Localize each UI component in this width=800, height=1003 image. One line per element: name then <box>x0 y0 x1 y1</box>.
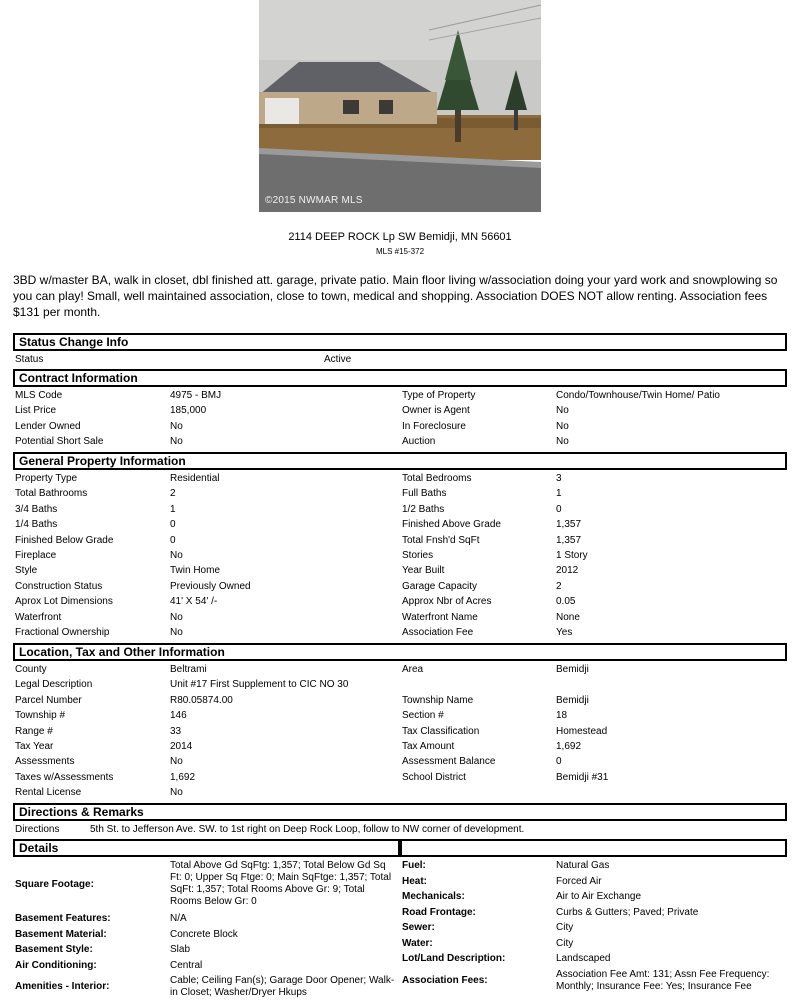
location-field-value: No <box>170 756 183 768</box>
general-field-label: Association Fee <box>402 627 474 638</box>
contract-field-label: In Foreclosure <box>402 420 466 432</box>
location-field-label: Parcel Number <box>15 694 82 706</box>
general-field-label: Garage Capacity <box>402 580 478 592</box>
contract-field-label: Potential Short Sale <box>15 436 104 448</box>
house-photo-illustration <box>259 0 541 212</box>
general-field-value: 2 <box>170 488 176 500</box>
general-field-value: Yes <box>556 627 573 638</box>
directions-label: Directions <box>15 824 60 835</box>
contract-field-value: No <box>556 436 569 448</box>
location-field-label: Assessments <box>15 756 75 768</box>
details-label: Mechanicals: <box>402 891 465 902</box>
location-field-value: 33 <box>170 725 182 737</box>
details-label: Amenities - Interior: <box>15 981 110 992</box>
location-field-label: Township Name <box>402 694 474 706</box>
general-field-value: 1 <box>170 503 176 515</box>
location-field-label: Section # <box>402 710 444 722</box>
general-field-value: Residential <box>170 473 220 484</box>
general-field-label: Style <box>15 565 38 577</box>
location-field-label: Assessment Balance <box>402 756 496 768</box>
location-field-label: Tax Classification <box>402 725 480 737</box>
details-value: Slab <box>170 944 191 955</box>
general-field-label: Year Built <box>402 565 445 577</box>
general-field-label: Finished Above Grade <box>402 519 501 531</box>
details-label: Square Footage: <box>15 879 94 890</box>
location-field-value: Homestead <box>556 725 608 737</box>
location-field-value: 18 <box>556 710 568 722</box>
contract-field-value: 4975 - BMJ <box>170 390 222 401</box>
location-field-label: Tax Year <box>15 741 54 752</box>
location-field-label: Range # <box>15 725 53 737</box>
details-label: Sewer: <box>402 922 435 933</box>
location-field-value: Bemidji <box>556 664 589 675</box>
general-field-value: Previously Owned <box>170 580 251 592</box>
general-field-value: 2012 <box>556 565 579 577</box>
location-field-value: 1,692 <box>170 771 196 783</box>
details-value: City <box>556 922 574 933</box>
contract-field-value: 185,000 <box>170 405 207 417</box>
contract-field-label: Lender Owned <box>15 420 81 432</box>
location-field-value: 0 <box>556 756 562 768</box>
general-field-label: Full Baths <box>402 488 447 500</box>
details-label: Basement Features: <box>15 913 111 924</box>
general-field-label: 1/4 Baths <box>15 519 58 531</box>
location-field-value: 1,692 <box>556 741 582 752</box>
section-header-general: General Property Information <box>13 452 787 470</box>
general-field-value: 1,357 <box>556 519 582 531</box>
details-value: Concrete Block <box>170 929 238 940</box>
contract-field-value: No <box>556 420 569 432</box>
details-value: Air to Air Exchange <box>556 891 642 902</box>
details-label: Fuel: <box>402 860 426 871</box>
section-header-details-right <box>400 839 787 857</box>
general-field-value: No <box>170 611 183 623</box>
location-field-label: County <box>15 664 47 675</box>
general-field-label: 1/2 Baths <box>402 503 445 515</box>
details-value: Cable; Ceiling Fan(s); Garage Door Opener; Walk-in Closet; Washer/Dryer Hkups <box>170 975 395 998</box>
listing-remarks: 3BD w/master BA, walk in closet, dbl finished att. garage, private patio. Main floor living w/association doing your yard work and snowplowing so you can play! Small, well maintained association, close to town, medical and shopping. Association DOES NOT allow renting. Association fees $131 per month. <box>13 273 778 319</box>
contract-field-value: No <box>170 420 183 432</box>
general-field-value: None <box>556 611 580 623</box>
general-field-value: 1 <box>556 488 562 500</box>
contract-field-label: Owner is Agent <box>402 405 470 417</box>
general-field-value: 2 <box>556 580 562 592</box>
general-field-label: Stories <box>402 550 434 561</box>
details-value: Landscaped <box>556 953 611 964</box>
details-label: Basement Material: <box>15 929 107 940</box>
details-label: Basement Style: <box>15 944 93 955</box>
general-field-label: Approx Nbr of Acres <box>402 596 492 608</box>
details-value: Association Fee Amt: 131; Assn Fee Frequency: Monthly; Insurance Fee: Yes; Insurance Fee <box>556 969 770 992</box>
details-label: Road Frontage: <box>402 907 476 918</box>
details-value: Curbs & Gutters; Paved; Private <box>556 907 699 918</box>
details-value: Total Above Gd SqFtg: 1,357; Total Below Gd Sq Ft: 0; Upper Sq Ftge: 0; Main SqFtge: 1,357; Total SqFt: 1,357; Total Rooms Above Gr: 9; Total Rooms Below Gr: 0 <box>170 860 392 907</box>
location-field-label: Legal Description <box>15 679 93 691</box>
section-header-location: Location, Tax and Other Information <box>13 643 787 661</box>
details-value: Central <box>170 960 203 971</box>
listing-address: 2114 DEEP ROCK Lp SW Bemidji, MN 56601 <box>288 231 512 243</box>
general-field-label: Total Bathrooms <box>15 488 88 500</box>
general-field-label: Waterfront Name <box>402 611 478 623</box>
location-field-label: Tax Amount <box>402 741 455 752</box>
location-field-label: Rental License <box>15 787 82 799</box>
general-field-value: No <box>170 550 183 561</box>
location-field-value: R80.05874.00 <box>170 694 233 706</box>
location-field-value: Beltrami <box>170 664 207 675</box>
directions-value: 5th St. to Jefferson Ave. SW. to 1st right on Deep Rock Loop, follow to NW corner of development. <box>90 824 525 835</box>
section-header-contract: Contract Information <box>13 369 787 387</box>
mls-number: MLS #15-372 <box>375 247 425 256</box>
general-field-value: 0 <box>556 503 562 515</box>
details-value: N/A <box>170 913 187 924</box>
location-field-label: School District <box>402 771 466 783</box>
location-field-value: No <box>170 787 183 799</box>
general-field-label: Finished Below Grade <box>15 534 114 546</box>
general-field-value: 3 <box>556 473 562 484</box>
details-label: Lot/Land Description: <box>402 953 506 964</box>
contract-field-label: List Price <box>15 405 57 417</box>
general-field-label: Construction Status <box>15 580 103 592</box>
location-field-label: Township # <box>15 710 66 722</box>
contract-field-label: Auction <box>402 436 436 448</box>
status-value: Active <box>324 354 352 365</box>
general-field-label: Fractional Ownership <box>15 627 110 638</box>
location-field-value: 2014 <box>170 741 193 752</box>
location-field-label: Area <box>402 664 424 675</box>
general-field-value: Twin Home <box>170 565 221 577</box>
section-header-directions: Directions & Remarks <box>13 803 787 821</box>
photo-watermark: ©2015 NWMAR MLS <box>265 195 363 206</box>
location-field-value: Bemidji #31 <box>556 771 609 783</box>
general-field-label: Fireplace <box>15 550 57 561</box>
general-field-value: 0 <box>170 519 176 531</box>
status-label: Status <box>15 354 44 365</box>
details-value: Forced Air <box>556 876 602 887</box>
general-field-value: 1 Story <box>556 550 588 561</box>
location-field-value: Bemidji <box>556 694 589 706</box>
location-field-value: 146 <box>170 710 187 722</box>
property-photo <box>259 0 541 212</box>
general-field-label: Aprox Lot Dimensions <box>15 596 113 608</box>
section-header-details: Details <box>13 839 400 857</box>
general-field-value: 41' X 54' /- <box>170 596 218 608</box>
details-label: Air Conditioning: <box>15 960 97 971</box>
general-field-label: 3/4 Baths <box>15 503 58 515</box>
general-field-label: Property Type <box>15 473 78 484</box>
contract-field-value: No <box>170 436 183 448</box>
general-field-label: Waterfront <box>15 611 62 623</box>
details-label: Water: <box>402 938 433 949</box>
general-field-value: 1,357 <box>556 534 582 546</box>
location-field-label: Taxes w/Assessments <box>15 771 114 783</box>
general-field-label: Total Fnsh'd SqFt <box>402 534 480 546</box>
general-field-value: No <box>170 627 183 638</box>
contract-field-label: MLS Code <box>15 390 63 401</box>
details-label: Heat: <box>402 876 428 887</box>
details-value: City <box>556 938 574 949</box>
details-label: Association Fees: <box>402 975 488 986</box>
contract-field-value: Condo/Townhouse/Twin Home/ Patio <box>556 390 720 401</box>
general-field-value: 0 <box>170 534 176 546</box>
details-value: Natural Gas <box>556 860 610 871</box>
contract-field-value: No <box>556 405 569 417</box>
contract-field-label: Type of Property <box>402 390 476 401</box>
section-header-status: Status Change Info <box>13 333 787 351</box>
general-field-value: 0.05 <box>556 596 576 608</box>
general-field-label: Total Bedrooms <box>402 473 472 484</box>
location-field-value: Unit #17 First Supplement to CIC NO 30 <box>170 679 349 691</box>
